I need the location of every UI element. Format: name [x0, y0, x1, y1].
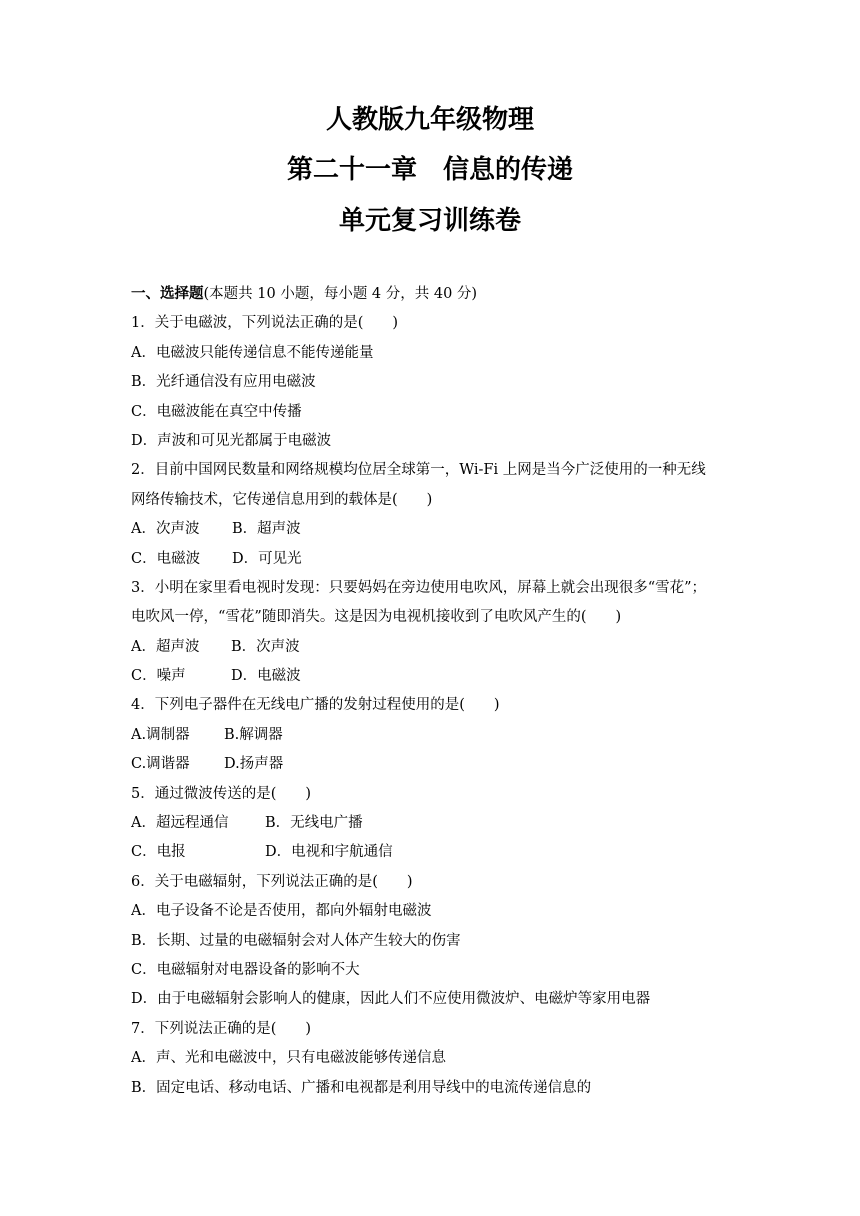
option: D．电视和宇航通信: [265, 844, 393, 861]
question-1: [131, 309, 741, 456]
question-stem: 电吹风一停，“雪花”随即消失。这是因为电视机接收到了电吹风产生的( ): [131, 609, 622, 626]
option-row: [131, 838, 741, 867]
question-stem: 7．下列说法正确的是( ): [131, 1020, 312, 1037]
option-row: [131, 633, 741, 662]
option-row: [131, 515, 741, 544]
section-note: (本题共 10 小题，每小题 4 分，共 40 分): [203, 286, 478, 302]
option-row: [131, 398, 741, 427]
option: B．次声波: [231, 638, 300, 655]
option: D．可见光: [232, 550, 302, 567]
option: A．超远程通信: [131, 815, 229, 832]
question-stem: 3．小明在家里看电视时发现：只要妈妈在旁边使用电吹风，屏幕上就会出现很多“雪花”；: [131, 579, 707, 596]
chapter-title: 第二十一章 信息的传递: [286, 155, 573, 185]
option-row: [131, 339, 741, 368]
option: B．光纤通信没有应用电磁波: [131, 374, 316, 391]
option-row: [131, 956, 741, 985]
question-stem: 网络传输技术，它传递信息用到的载体是( ): [131, 491, 433, 508]
option: C.调谐器: [131, 756, 190, 773]
option: C．电磁辐射对电器设备的影响不大: [131, 961, 360, 978]
question-stem: 5．通过微波传送的是( ): [131, 785, 312, 802]
option-row: [131, 1044, 741, 1073]
option: A．声、光和电磁波中，只有电磁波能够传递信息: [131, 1050, 446, 1067]
section-heading: [131, 280, 741, 309]
option: A.调制器: [131, 726, 190, 743]
question-7: [131, 1015, 741, 1103]
option: C．噪声: [131, 668, 186, 685]
option-row: [131, 985, 741, 1014]
option: D.扬声器: [224, 756, 284, 773]
option: B．无线电广播: [265, 815, 363, 832]
option: C．电报: [131, 844, 186, 861]
option-row: [131, 750, 741, 779]
option: B．固定电话、移动电话、广播和电视都是利用导线中的电流传递信息的: [131, 1079, 592, 1096]
option: C．电磁波: [131, 550, 201, 567]
question-2: [131, 456, 741, 574]
question-stem: 6．关于电磁辐射，下列说法正确的是( ): [131, 873, 413, 890]
question-stem: 1．关于电磁波，下列说法正确的是( ): [131, 315, 399, 332]
question-stem: 2．目前中国网民数量和网络规模均位居全球第一，Wi-Fi 上网是当今广泛使用的一种无线: [131, 462, 706, 479]
option: A．超声波: [131, 638, 200, 655]
option: B．长期、过量的电磁辐射会对人体产生较大的伤害: [131, 932, 461, 949]
option-row: [131, 897, 741, 926]
option: B．超声波: [232, 521, 301, 538]
question-stem: 4．下列电子器件在无线电广播的发射过程使用的是( ): [131, 697, 500, 714]
option: D．声波和可见光都属于电磁波: [131, 432, 332, 449]
option: C．电磁波能在真空中传播: [131, 403, 302, 420]
option: D．由于电磁辐射会影响人的健康，因此人们不应使用微波炉、电磁炉等家用电器: [131, 991, 651, 1008]
option-row: [131, 809, 741, 838]
question-4: [131, 691, 741, 779]
option-row: [131, 427, 741, 456]
option: D．电磁波: [231, 668, 301, 685]
option: B.解调器: [224, 726, 283, 743]
section-label: 一、选择题: [131, 286, 204, 302]
option: A．电磁波只能传递信息不能传递能量: [131, 344, 374, 361]
question-5: [131, 780, 741, 868]
question-3: [131, 574, 741, 692]
document-title: 人教版九年级物理: [325, 105, 534, 135]
option-row: [131, 545, 741, 574]
option-row: [131, 927, 741, 956]
exam-title: 单元复习训练卷: [338, 206, 521, 236]
option-row: [131, 662, 741, 691]
option: A．次声波: [131, 521, 200, 538]
option-row: [131, 368, 741, 397]
option-row: [131, 1074, 741, 1103]
question-6: [131, 868, 741, 1015]
option-row: [131, 721, 741, 750]
question-list: [131, 280, 741, 1103]
option: A．电子设备不论是否使用，都向外辐射电磁波: [131, 903, 432, 920]
